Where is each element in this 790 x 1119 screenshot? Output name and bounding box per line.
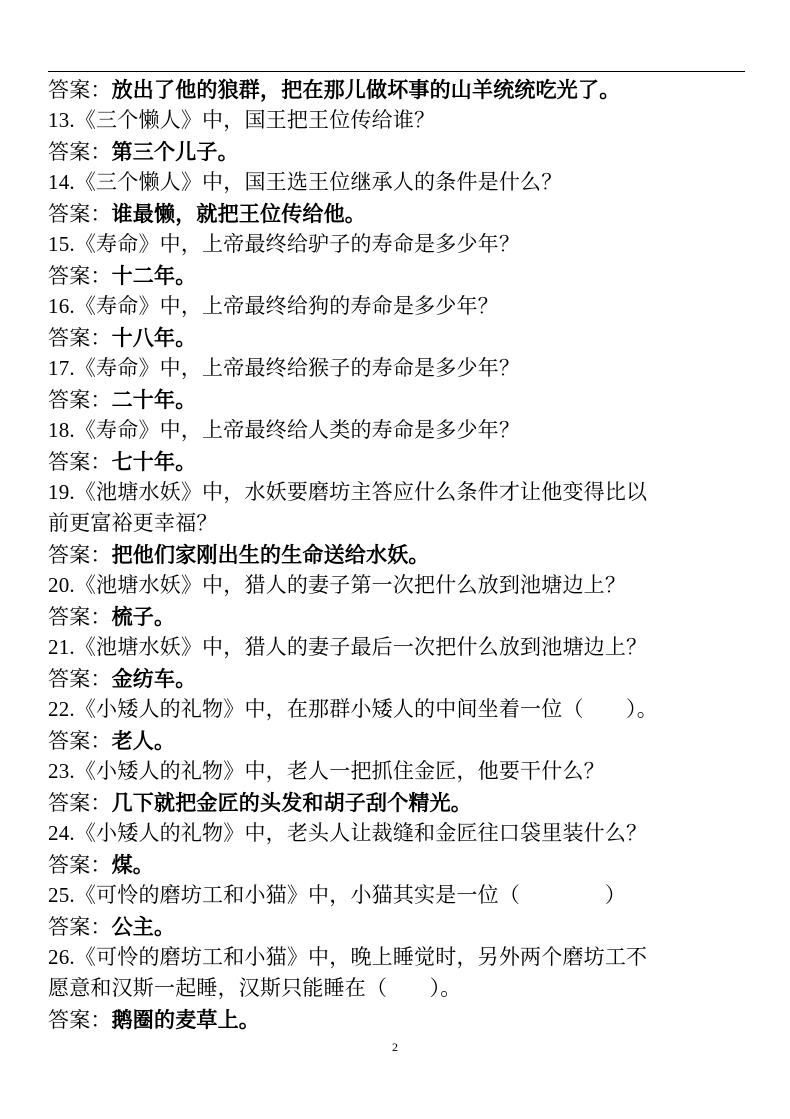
question-text: 《寿命》中，上帝最终给狗的寿命是多少年？ [74, 294, 499, 318]
answer-text: 鹅圈的麦草上。 [111, 1007, 261, 1032]
question-number: 25. [48, 883, 75, 907]
answer-text: 煤。 [111, 852, 155, 877]
question-text: 《池塘水妖》中，水妖要磨坊主答应什么条件才让他变得比以 [74, 480, 648, 504]
question-line [48, 818, 748, 849]
answer-text: 金纺车。 [111, 666, 197, 691]
answer-label: 答案： [48, 729, 112, 753]
question-number: 21. [48, 635, 75, 659]
answer-label: 答案： [48, 326, 112, 350]
question-line [48, 291, 748, 322]
answer-line [48, 787, 748, 818]
question-number: 20. [48, 573, 75, 597]
answer-label: 答案： [48, 264, 112, 288]
answer-line [48, 601, 748, 632]
answer-label: 答案： [48, 605, 112, 629]
question-line [48, 570, 748, 601]
question-number: 24. [48, 821, 75, 845]
question-number: 26. [48, 945, 75, 969]
answer-label: 答案： [48, 915, 112, 939]
question-number: 18. [48, 418, 75, 442]
question-number: 15. [48, 232, 75, 256]
question-text: 《三个懒人》中，国王选王位继承人的条件是什么？ [74, 170, 563, 194]
question-line [48, 167, 748, 198]
answer-label: 答案： [48, 1008, 112, 1032]
answer-text: 几下就把金匠的头发和胡子刮个精光。 [111, 790, 473, 815]
answer-line [48, 849, 748, 880]
answer-text: 七十年。 [111, 449, 197, 474]
answer-text: 放出了他的狼群，把在那儿做坏事的山羊统统吃光了。 [111, 77, 621, 102]
question-continuation: 愿意和汉斯一起睡，汉斯只能睡在（ ）。 [48, 976, 462, 1000]
answer-text: 十二年。 [111, 263, 197, 288]
answer-label: 答案： [48, 791, 112, 815]
question-number: 14. [48, 170, 75, 194]
answer-label: 答案： [48, 450, 112, 474]
answer-line [48, 322, 748, 353]
answer-text: 第三个儿子。 [111, 139, 239, 164]
question-text: 《寿命》中，上帝最终给人类的寿命是多少年？ [74, 418, 521, 442]
answer-label: 答案： [48, 202, 112, 226]
answer-line [48, 725, 748, 756]
answer-text: 梳子。 [111, 604, 176, 629]
answer-text: 把他们家刚出生的生命送给水妖。 [111, 542, 430, 567]
question-line [48, 477, 748, 508]
answer-line [48, 136, 748, 167]
answer-text: 老人。 [111, 728, 176, 753]
question-line [48, 353, 748, 384]
page-number: 2 [392, 1040, 398, 1054]
question-line [48, 229, 748, 260]
question-text: 《可怜的磨坊工和小猫》中，晚上睡觉时，另外两个磨坊工不 [74, 945, 648, 969]
question-text: 《池塘水妖》中，猎人的妻子第一次把什么放到池塘边上？ [74, 573, 627, 597]
answer-text: 谁最懒，就把王位传给他。 [111, 201, 367, 226]
answer-line [48, 384, 748, 415]
question-line [48, 632, 748, 663]
question-line [48, 880, 748, 911]
question-number: 17. [48, 356, 75, 380]
question-line [48, 415, 748, 446]
answer-label: 答案： [48, 140, 112, 164]
answer-line [48, 74, 748, 105]
question-line [48, 105, 748, 136]
question-text: 《池塘水妖》中，猎人的妻子最后一次把什么放到池塘边上？ [74, 635, 648, 659]
answer-line [48, 1004, 748, 1035]
answer-text: 二十年。 [111, 387, 197, 412]
header-rule [48, 71, 745, 72]
question-number: 22. [48, 697, 75, 721]
question-text: 《三个懒人》中，国王把王位传给谁？ [74, 108, 436, 132]
answer-line [48, 911, 748, 942]
question-text: 《小矮人的礼物》中，在那群小矮人的中间坐着一位（ ）。 [74, 697, 658, 721]
answer-line [48, 663, 748, 694]
answer-line [48, 260, 748, 291]
answer-label: 答案： [48, 667, 112, 691]
qa-document-body [48, 74, 748, 1035]
answer-text: 公主。 [111, 914, 176, 939]
answer-label: 答案： [48, 78, 112, 102]
answer-label: 答案： [48, 853, 112, 877]
answer-label: 答案： [48, 388, 112, 412]
answer-text: 十八年。 [111, 325, 197, 350]
question-text: 《寿命》中，上帝最终给猴子的寿命是多少年？ [74, 356, 521, 380]
question-text: 《小矮人的礼物》中，老人一把抓住金匠，他要干什么？ [74, 759, 605, 783]
question-number: 13. [48, 108, 75, 132]
question-line [48, 942, 748, 973]
question-number: 16. [48, 294, 75, 318]
question-text: 《可怜的磨坊工和小猫》中，小猫其实是一位（ ） [74, 883, 627, 907]
question-continuation: 前更富裕更幸福？ [48, 511, 218, 535]
question-number: 23. [48, 759, 75, 783]
answer-line [48, 446, 748, 477]
question-number: 19. [48, 480, 75, 504]
question-line [48, 756, 748, 787]
question-text: 《寿命》中，上帝最终给驴子的寿命是多少年？ [74, 232, 521, 256]
answer-label: 答案： [48, 543, 112, 567]
answer-line [48, 198, 748, 229]
answer-line [48, 539, 748, 570]
question-line [48, 694, 748, 725]
question-text: 《小矮人的礼物》中，老头人让裁缝和金匠往口袋里装什么？ [74, 821, 648, 845]
